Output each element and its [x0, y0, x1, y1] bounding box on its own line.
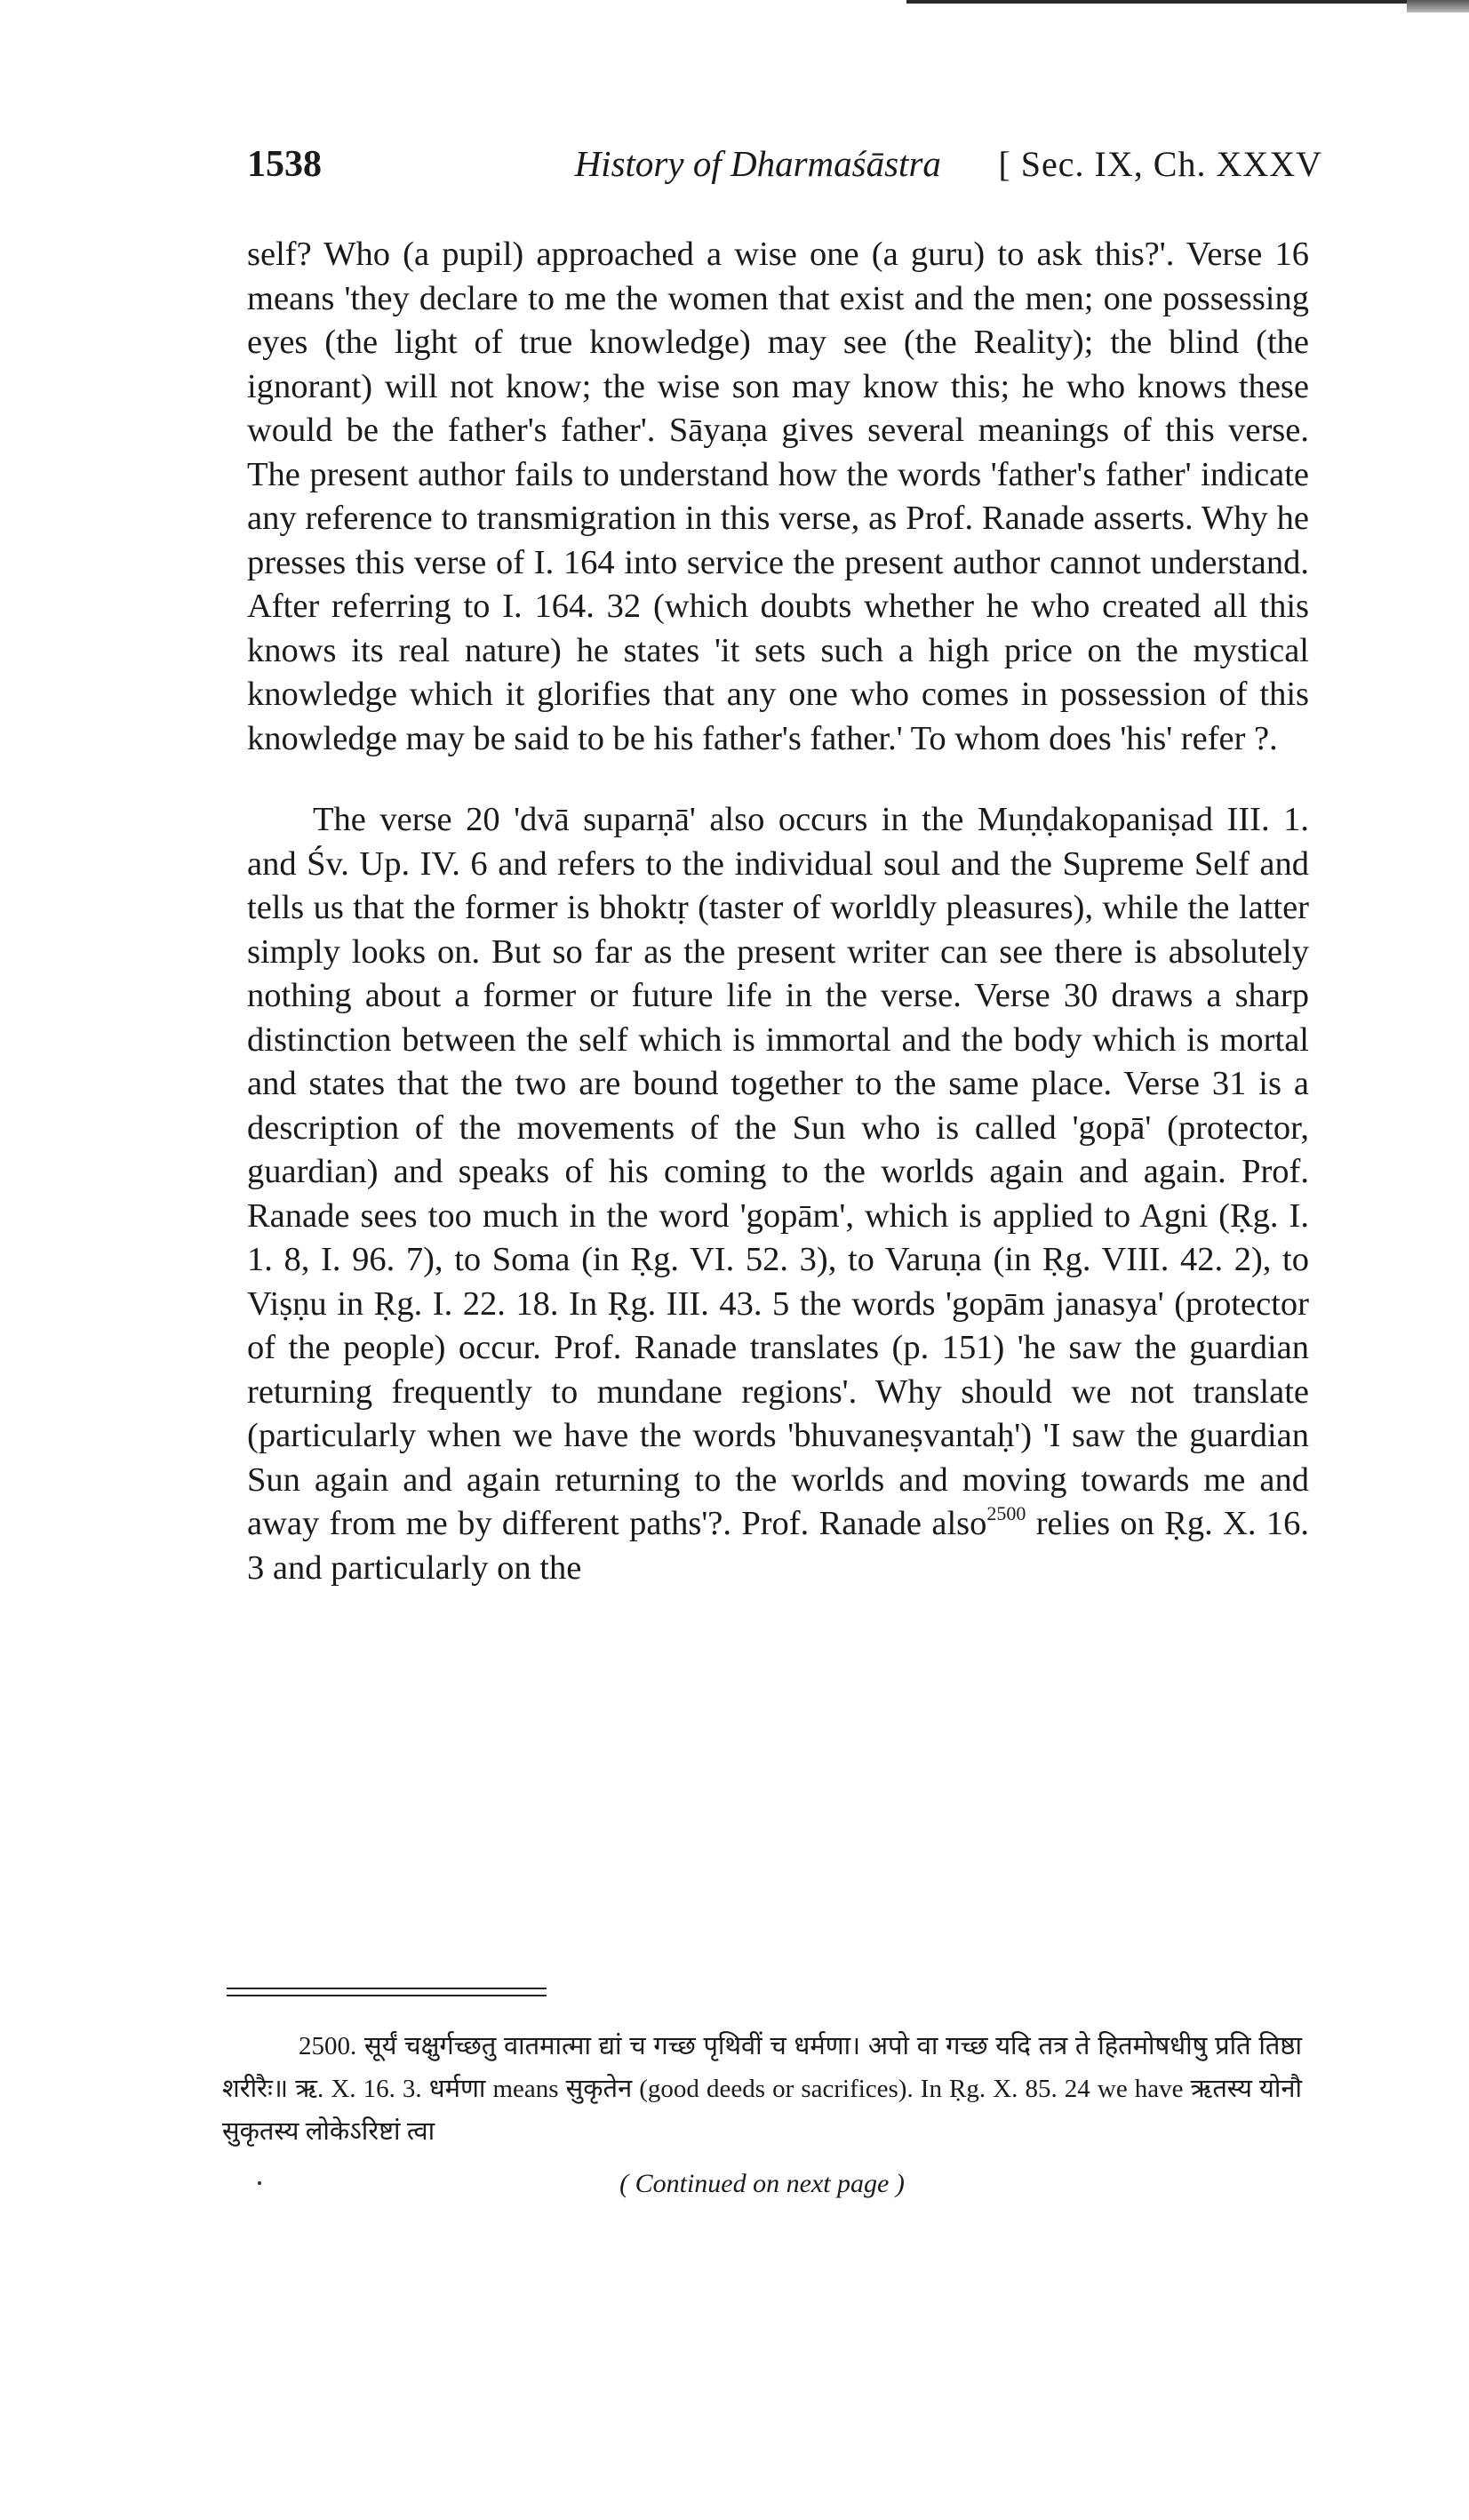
- paragraph-2-tail: relies on Ṛg. X. 16. 3 and particularly on the: [247, 1505, 1309, 1587]
- paragraph-2-text: The verse 20 'dvā suparṇā' also occurs in the Muṇḍakopaniṣad III. 1. and Śv. Up. IV. 6 and refers to the individual soul and the Supreme Self and tells us that the former is bhoktṛ (taster of worldly pleasures), while the latter simply looks on. But so far as the present writer can see there is absolutely nothing about a former or future life in the verse. Verse 30 draws a sharp distinction between the self which is immortal and the body which is mortal and states that the two are bound together to the same place. Verse 31 is a description of the movements of the Sun who is called 'gopā' (protector, guardian) and speaks of his coming to the worlds again and again. Prof. Ranade sees too much in the word 'gopām', which is applied to Agni (Ṛg. I. 1. 8, I. 96. 7), to Soma (in Ṛg. VI. 52. 3), to Varuṇa (in Ṛg. VIII. 42. 2), to Viṣṇu in Ṛg. I. 22. 18. In Ṛg. III. 43. 5 the words 'gopām janasya' (protector of the people) occur. Prof. Ranade translates (p. 151) 'he saw the guardian returning frequently to mundane regions'. Why should we not translate (particularly when we have the words 'bhuvaneṣvantaḥ') 'I saw the guardian Sun again and again returning to the worlds and moving towards me and away from me by different paths'?. Prof. Ranade also: [247, 801, 1309, 1542]
- paragraph-2: [247, 798, 1309, 1590]
- paragraph-1: self? Who (a pupil) approached a wise one (a guru) to ask this?'. Verse 16 means 'they declare to me the women that exist and the men; one possessing eyes (the light of true knowledge) may see (the Reality); the blind (the ignorant) will not know; the wise son may know this; he who knows these would be the father's father'. Sāyaṇa gives several meanings of this verse. The present author fails to understand how the words 'father's father' indicate any reference to transmigration in this verse, as Prof. Ranade asserts. Why he presses this verse of I. 164 into service the present author cannot understand. After referring to I. 164. 32 (which doubts whether he who created all this knows its real nature) he states 'it sets such a high price on the mystical knowledge which it glorifies that any one who comes in possession of this knowledge may be said to be his father's father.' To whom does 'his' refer ?.: [247, 236, 1309, 757]
- footnote-body: [222, 2025, 1302, 2153]
- main-text: [247, 233, 1309, 1590]
- running-title: History of Dharmaśāstra: [574, 143, 941, 184]
- page-number: 1538: [247, 144, 322, 185]
- footnote-text: सूर्यं चक्षुर्गच्छतु वातमात्मा द्यां च गच्छ पृथिवीं च धर्मणा। अपो वा गच्छ यदि तत्र ते हितमोषधीषु प्रति तिष्ठा शरीरैः॥ ऋ. X. 16. 3. धर्मणा means सुकृतेन (good deeds or sacrifices). In Ṛg. X. 85. 24 we have ऋतस्य योनौ सुकृतस्य लोकेऽरिष्टां त्वा: [222, 2032, 1303, 2146]
- section-reference: [ Sec. IX, Ch. XXXV: [998, 144, 1322, 184]
- page-header: [247, 142, 1322, 186]
- footnote: [222, 2025, 1302, 2153]
- footnote-divider: [227, 1988, 547, 1996]
- scan-corner-mark: [1407, 0, 1469, 12]
- continued-note: ( Continued on next page ): [619, 2169, 905, 2198]
- scan-top-edge: [906, 0, 1469, 4]
- footnote-reference: 2500: [986, 1502, 1026, 1525]
- footnote-number: 2500.: [299, 2032, 357, 2060]
